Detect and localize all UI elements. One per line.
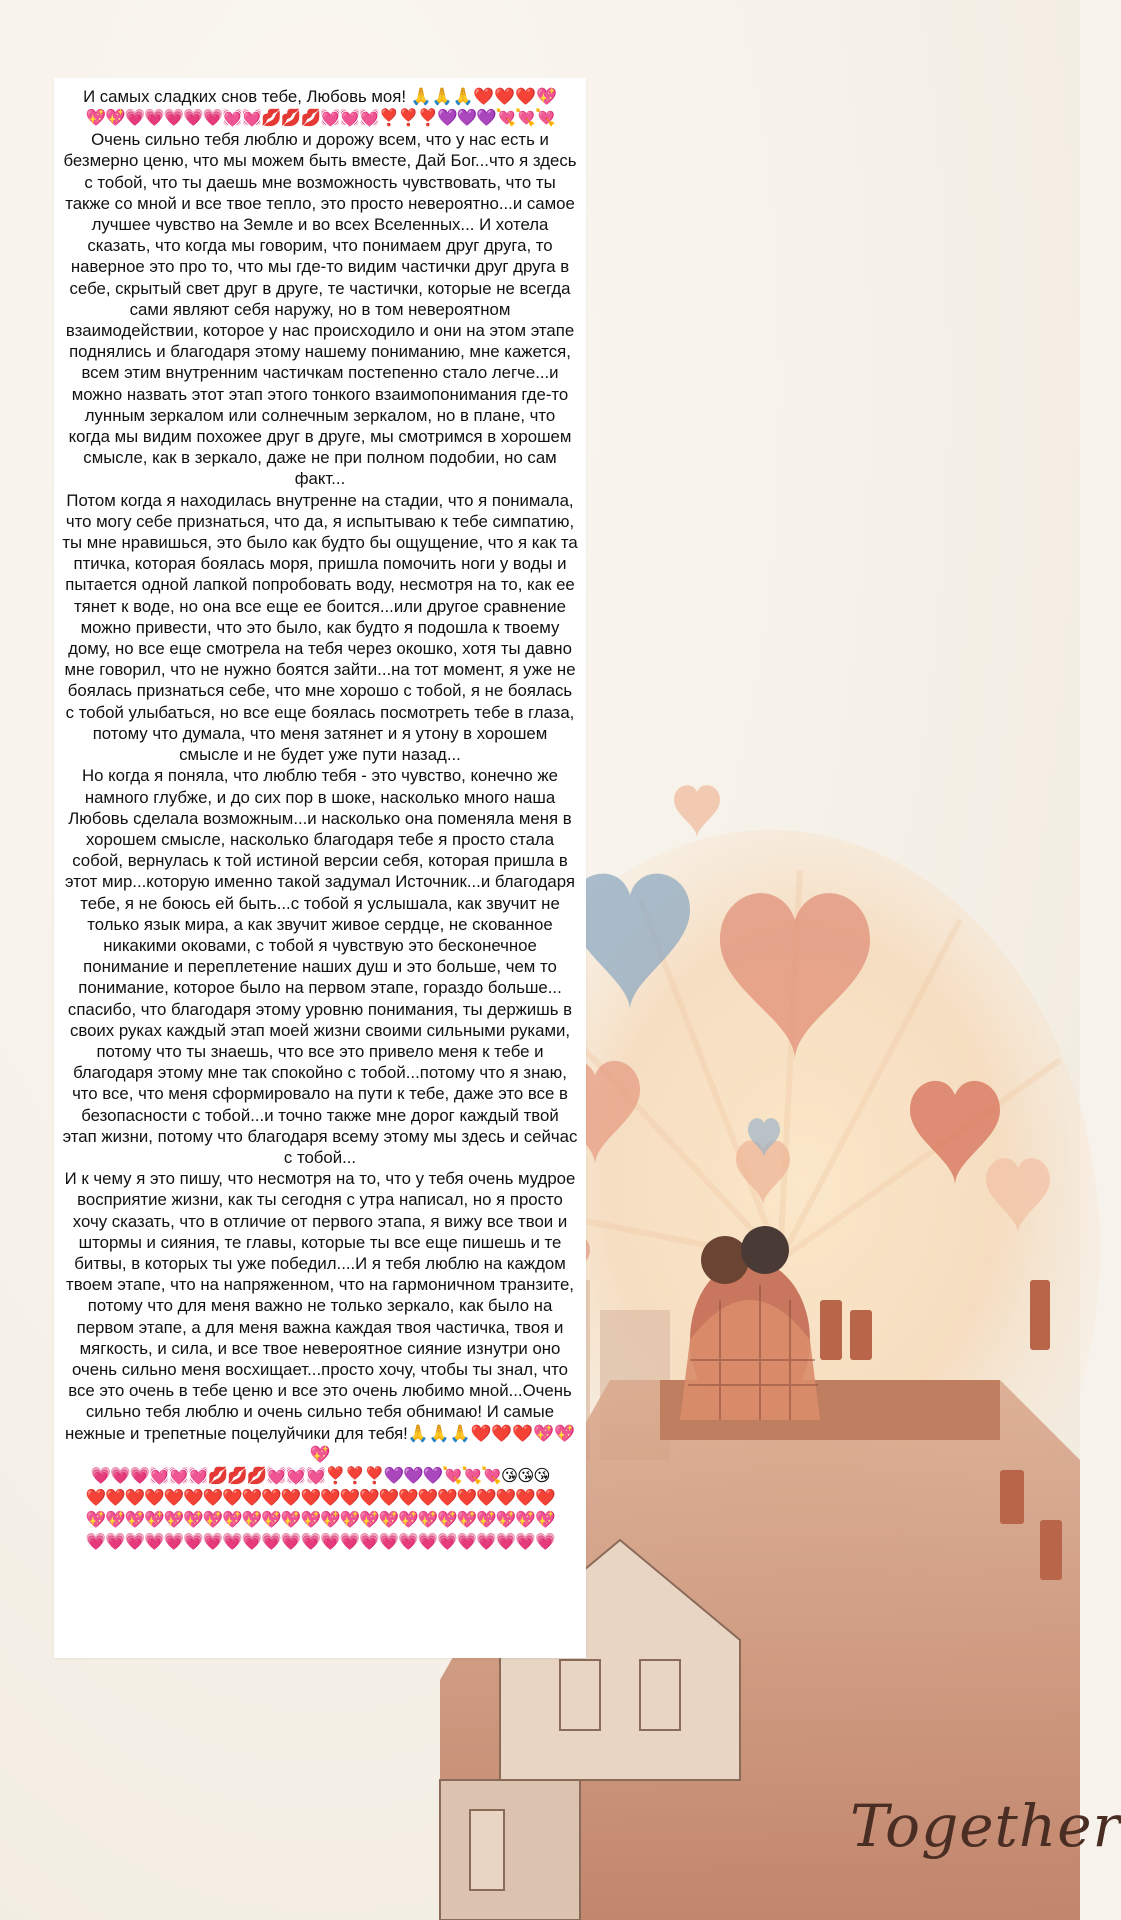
paragraph-2: Потом когда я находилась внутренне на стадии, что я понимала, что могу себе признаться, что да, я испытываю к тебе симпатию, ты мне нравишься, это было как будто бы ощущение, что я как та птичка, которая боялась моря, пришла помочить ноги у воды и пытается одной лапкой попробовать воду, несмотря на то, как ее тянет к воде, но она все еще ее боится...или другое сравнение можно привести, что это было, как будто я подошла к твоему дому, но все еще смотрела на тебя через окошко, хотя ты давно мне говорил, что не нужно боятся зайти...на тот момент, я уже не боялась признаться себе, что мне хорошо с тобой, я не боялась с тобой улыбаться, но все еще боялась посмотреть тебе в глаза, потому что думала, что меня затянет и я утону в хорошем смысле и не будет уже пути назад... <box>62 490 578 765</box>
signature-together: Together <box>850 1792 1121 1860</box>
paragraph-1: Очень сильно тебя люблю и дорожу всем, что у нас есть и безмерно ценю, что мы можем быть вместе, Дай Бог...что я здесь с тобой, что ты даешь мне возможность чувствовать, что ты также со мной и все твое тепло, это просто невероятно...и самое лучшее чувство на Земле и во всех Вселенных... И хотела сказать, что когда мы говорим, что понимаем друг друга, то наверное это про то, что мы где-то видим частички друг друга в себе, скрытый свет друг в друге, те частички, которые не всегда сами являют себя наружу, но в том невероятном взаимодействии, которое у нас происходило и они на этом этапе поднялись и благодаря этому нашему пониманию, мне кажется, всем этим внутренним частичкам постепенно стало легче...и можно назвать этот этап этого тонкого взаимопонимания где-то лунным зеркалом или солнечным зеркалом, но в плане, что когда мы видим похожее друг в друге, мы смотримся в хорошем смысле, как в зеркало, даже не при полном подобии, но сам факт... <box>63 130 577 489</box>
heart-icon <box>674 785 720 838</box>
paragraph-4: И к чему я это пишу, что несмотря на то, что у тебя очень мудрое восприятие жизни, как ты сегодня с утра написал, но я просто хочу сказать, что в отличие от первого этапа, я вижу все твои и штормы и сияния, те главы, которые ты все еще пишешь и те битвы, в которых ты уже победил....И я тебя люблю на каждом твоем этапе, что на напряженном, что на гармоничном транзите, потому что для меня важно не только зеркало, как было на первом этапе, а для меня важна каждая твоя частичка, твоя и мягкость, и сила, и все твое невероятное сияние изнутри оно очень сильно меня восхищает...просто хочу, чтобы ты знал, что все это очень в тебе ценю и все это очень любимо мной...Очень сильно тебя люблю и очень сильно тебя обнимаю! И самые нежные и трепетные поцелуйчики для тебя!🙏🙏🙏❤️❤️❤️💖💖💖 <box>64 1169 576 1464</box>
greeting-line: И самых сладких снов тебе, Любовь моя! 🙏🙏🙏❤️❤️❤️💖 <box>83 87 557 106</box>
emoji-row-4: 💗💗💗💗💗💗💗💗💗💗💗💗💗💗💗💗💗💗💗💗💗💗💗💗 <box>85 1532 555 1551</box>
love-letter-note <box>54 78 586 1658</box>
paragraph-3: Но когда я поняла, что люблю тебя - это чувство, конечно же намного глубже, и до сих пор в шоке, насколько много наша Любовь сделала возможным...и насколько она поменяла меня в хорошем смысле, насколько благодаря тебе я просто стала собой, вернулась к той истиной версии себя, которая пришла в этот мир...которую именно такой задумал Источник...и благодаря тебе, я не боюсь ей быть...с тобой я услышала, как звучит не только язык мира, а как звучит живое сердце, не скованное никакими оковами, с тобой я чувствую это бесконечное понимание и переплетение наших душ и это больше, чем то понимание, которое было на первом этапе, гораздо больше... спасибо, что благодаря этому уровню понимания, ты держишь в своих руках каждый этап моей жизни своими сильными руками, потому что ты знаешь, что все это привело меня к тебе и благодаря этому мне так спокойно с тобой...потому что я знаю, что все, что меня сформировало на пути к тебе, даже это все в безопасности с тобой...и точно также мне дорог каждый твой этап жизни, потому что благодаря всему этому мы здесь и сейчас с тобой... <box>62 766 578 1167</box>
emoji-row-top: 💖💖💗💗💗💗💗💓💓💋💋💋💓💓💓❣️❣️❣️💜💜💜💘💘💘 <box>85 108 555 128</box>
emoji-row-1: 💗💗💗💓💓💓💋💋💋💓💓💓❣️❣️❣️💜💜💜💘💘💘😘😘😘 <box>90 1466 550 1485</box>
emoji-row-2: ❤️❤️❤️❤️❤️❤️❤️❤️❤️❤️❤️❤️❤️❤️❤️❤️❤️❤️❤️❤️❤️❤️❤️❤️ <box>85 1488 555 1507</box>
emoji-row-3: 💖💖💖💖💖💖💖💖💖💖💖💖💖💖💖💖💖💖💖💖💖💖💖💖 <box>85 1510 555 1529</box>
